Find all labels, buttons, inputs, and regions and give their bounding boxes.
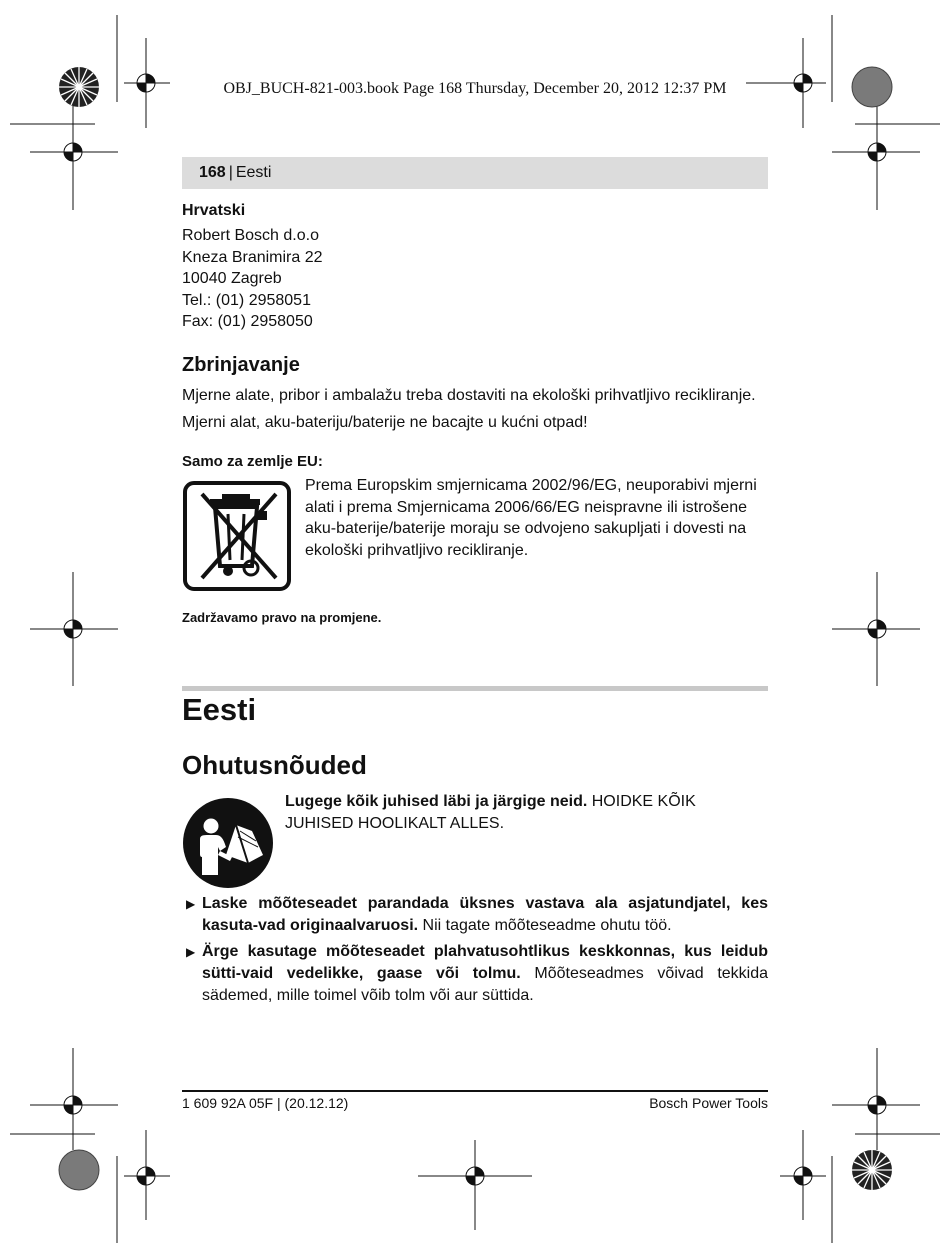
disposal-heading: Zbrinjavanje	[182, 354, 300, 376]
read-manual-icon	[182, 797, 274, 889]
list-item	[186, 941, 768, 1007]
page-header-section: Eesti	[235, 164, 272, 181]
safety-intro-rest: HOIDKE KÕIK JUHISED HOOLIKALT ALLES.	[285, 793, 696, 832]
bullet-bold: Laske mõõteseadet parandada üksnes vastava ala asjatundjatel, kes kasuta-vad originaalvaruosi.	[202, 895, 768, 934]
footer-right: Bosch Power Tools	[649, 1095, 768, 1111]
address-line: Kneza Branimira 22	[182, 249, 323, 266]
reserve-note: Zadržavamo pravo na promjene.	[182, 610, 382, 625]
footer-left: 1 609 92A 05F | (20.12.12)	[182, 1095, 349, 1111]
list-item	[186, 893, 768, 937]
footer-rule	[182, 1090, 768, 1092]
bullet-bold: Ärge kasutage mõõteseadet plahvatusohtlikus keskkonnas, kus leidub sütti-vaid vedelikke, gaase või tolmu.	[202, 943, 768, 982]
print-header: OBJ_BUCH-821-003.book Page 168 Thursday, December 20, 2012 12:37 PM	[223, 80, 727, 97]
safety-intro	[285, 791, 765, 834]
safety-heading: Ohutusnõuded	[182, 750, 367, 780]
eu-text: Prema Europskim smjernicama 2002/96/EG, neuporabivi mjerni alati i prema Smjernicama 2006/66/EG neispravne ili istrošene aku-baterije/baterije moraju se odvojeno sakupljati i dovesti na ekološki prihvatljivo recikliranje.	[305, 477, 757, 559]
safety-intro-bold: Lugege kõik juhised läbi ja järgige neid.	[285, 793, 588, 810]
address-line: Fax: (01) 2958050	[182, 313, 313, 330]
page-header	[182, 157, 768, 189]
disposal-para-1: Mjerne alate, pribor i ambalažu treba dostaviti na ekološki prihvatljivo recikliranje.	[182, 387, 756, 404]
address-line: Robert Bosch d.o.o	[182, 227, 319, 244]
section-title: Eesti	[182, 692, 257, 727]
bullet-triangle-icon: ▶	[186, 897, 196, 911]
address-line: 10040 Zagreb	[182, 270, 282, 287]
page-number: 168	[199, 164, 226, 181]
page-header-separator: |	[228, 164, 233, 181]
section-rule	[182, 686, 768, 691]
bullet-rest: Mõõteseadmes võivad tekkida sädemed, mille toimel võib tolm või aur süttida.	[202, 965, 769, 1004]
bullet-rest: Nii tagate mõõteseadme ohutu töö.	[418, 917, 672, 934]
eu-heading: Samo za zemlje EU:	[182, 453, 323, 470]
disposal-para-2: Mjerni alat, aku-bateriju/baterije ne bacajte u kućni otpad!	[182, 414, 588, 431]
address-title: Hrvatski	[182, 202, 246, 219]
bullet-triangle-icon: ▶	[186, 945, 196, 959]
address-line: Tel.: (01) 2958051	[182, 292, 311, 309]
crossed-bin-icon	[182, 480, 292, 592]
